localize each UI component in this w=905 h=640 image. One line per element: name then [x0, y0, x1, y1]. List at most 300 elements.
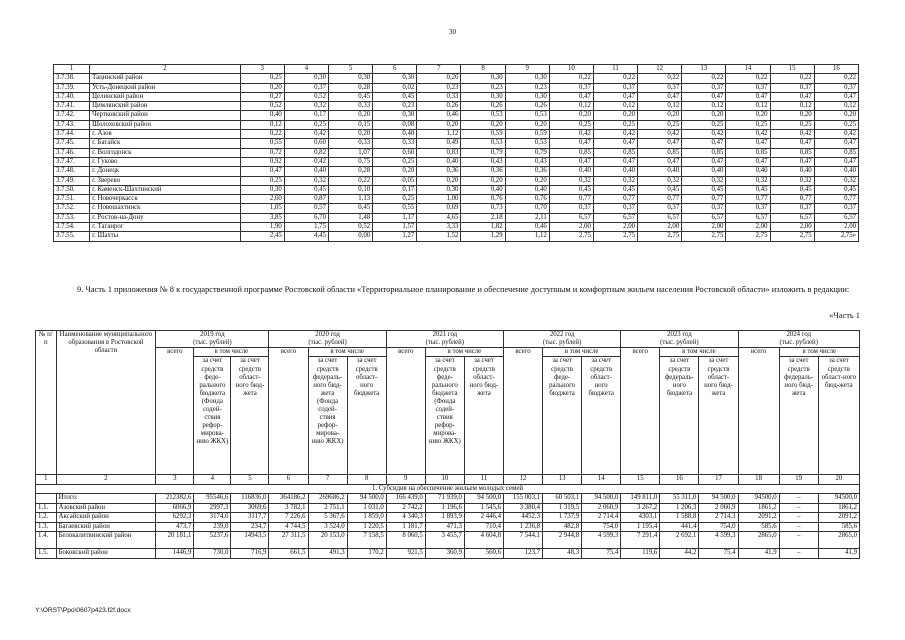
- table-cell: 1 859,0: [347, 513, 386, 523]
- table-cell: –: [779, 522, 818, 532]
- header-row: [54, 65, 859, 74]
- table-cell: 0,30: [328, 74, 372, 83]
- table-cell: 0,42: [682, 130, 726, 139]
- table-cell: 0,77: [682, 195, 726, 204]
- column-number: 6: [269, 475, 308, 484]
- table-cell: 0,47: [593, 139, 637, 148]
- column-number: 16: [660, 475, 699, 484]
- table-cell: 0,25: [373, 157, 417, 166]
- table-cell: 0,37: [770, 83, 814, 92]
- table-cell: 0,37: [593, 204, 637, 213]
- table-cell: 3.7.43.: [54, 120, 90, 129]
- table-cell: 0,20: [726, 111, 770, 120]
- table-cell: 1 737,9: [543, 513, 582, 523]
- table-cell: 0,15: [328, 120, 372, 129]
- table-cell: 0,47: [814, 139, 858, 148]
- table-cell: 0,36: [461, 167, 505, 176]
- row-label: г. Гуково: [90, 157, 241, 166]
- table-cell: 0,22: [770, 74, 814, 83]
- table-cell: –: [779, 549, 818, 559]
- table-cell: –: [779, 494, 818, 504]
- row-label: Багаевский район: [56, 522, 156, 532]
- amendment-paragraph: 9. Часть 1 приложения № 8 к государственной программе Ростовской области «Территориальное планирование и обеспечение доступным и комфортным жильем населения Ростовской области» изложить в редакции:: [77, 285, 850, 294]
- table-cell: 364186,2: [269, 494, 308, 504]
- table-cell: 661,5: [269, 549, 308, 559]
- federal-header: за счет средств федераль-ного бюджета: [660, 357, 699, 475]
- table-cell: 0,42: [284, 130, 328, 139]
- table-cell: 0,73: [461, 204, 505, 213]
- table-cell: 716,9: [231, 549, 269, 559]
- table-row: [54, 130, 859, 139]
- table-cell: 0,25: [284, 120, 328, 129]
- table-cell: 3.7.48.: [54, 167, 90, 176]
- table-row: [54, 120, 859, 129]
- table-cell: 6,57: [682, 213, 726, 222]
- table-cell: 1.5.: [36, 549, 57, 559]
- table-cell: 0,85: [814, 148, 858, 157]
- table-cell: 0,45: [726, 185, 770, 194]
- row-label: г. Новошахтинск: [90, 204, 241, 213]
- table-cell: 1,27: [373, 232, 417, 241]
- table-cell: 0,87: [284, 195, 328, 204]
- table-cell: 0,37: [549, 204, 593, 213]
- table-cell: 3: [240, 65, 284, 74]
- table-cell: 119,6: [621, 549, 660, 559]
- table-cell: 1 196,6: [425, 503, 464, 513]
- table-cell: 360,9: [425, 549, 464, 559]
- table-cell: 0,47: [682, 157, 726, 166]
- table-cell: 6,57: [593, 213, 637, 222]
- table-cell: 0,00: [328, 232, 372, 241]
- table-cell: 0,77: [726, 195, 770, 204]
- table-cell: 1 893,9: [425, 513, 464, 523]
- column-number: 2: [56, 475, 156, 484]
- table-cell: 3174,6: [194, 513, 231, 523]
- table-cell: 2,45: [240, 232, 284, 241]
- table-cell: 0,47: [593, 92, 637, 101]
- regional-header: за счет средств област-ного бюд-жета: [699, 357, 738, 475]
- table-cell: 3.7.49.: [54, 176, 90, 185]
- table-cell: 0,40: [284, 167, 328, 176]
- table-cell: 0,72: [240, 148, 284, 157]
- table-cell: 1446,9: [156, 549, 194, 559]
- total-header: всего: [386, 348, 425, 475]
- table-cell: 0,32: [726, 176, 770, 185]
- table-cell: 0,26: [505, 102, 549, 111]
- table-cell: 6292,3: [156, 513, 194, 523]
- table-cell: 0,20: [328, 130, 372, 139]
- table-cell: 0,40: [549, 167, 593, 176]
- section-title: 1. Субсидия на обеспечение жильем молодых семей: [36, 484, 860, 493]
- table-cell: 0,85: [638, 148, 682, 157]
- table-cell: 55 311,0: [660, 494, 699, 504]
- table-cell: 155 003,1: [503, 494, 542, 504]
- table-cell: 1 220,5: [347, 522, 386, 532]
- federal-header: за счет средств федераль-ного бюд-жета: [779, 357, 818, 475]
- table-cell: 0,20: [638, 111, 682, 120]
- table-cell: 94500,0: [818, 494, 859, 504]
- table-cell: 0,20: [682, 111, 726, 120]
- table-cell: 48,3: [543, 549, 582, 559]
- table-cell: 2 714,4: [582, 513, 621, 523]
- table-cell: 0,40: [726, 167, 770, 176]
- table-cell: 1 195,4: [621, 522, 660, 532]
- table-cell: 0,47: [814, 157, 858, 166]
- table-cell: 20 153,0: [308, 532, 347, 549]
- table-cell: 0,10: [328, 185, 372, 194]
- row-label: г. Шахты: [90, 232, 241, 241]
- year-header: 2024 год (тыс. рублей): [738, 331, 859, 348]
- table-cell: 0,47: [240, 167, 284, 176]
- table-cell: 0,22: [240, 130, 284, 139]
- table-cell: 0,20: [240, 83, 284, 92]
- table-cell: 1 031,0: [347, 503, 386, 513]
- table-cell: 1 588,8: [660, 513, 699, 523]
- table-cell: 71 939,0: [425, 494, 464, 504]
- table-cell: 0,32: [284, 102, 328, 111]
- table-cell: 123,7: [503, 549, 542, 559]
- table-cell: 2091,2: [738, 513, 779, 523]
- table-cell: 0,30: [461, 74, 505, 83]
- table-cell: 0,37: [549, 83, 593, 92]
- table-cell: 0,85: [770, 148, 814, 157]
- table-cell: 8 060,5: [386, 532, 425, 549]
- table-cell: 0,30: [373, 111, 417, 120]
- column-number: 1: [36, 475, 57, 484]
- column-number: 15: [621, 475, 660, 484]
- subsidy-table: [35, 330, 860, 559]
- table-cell: 0,45: [284, 185, 328, 194]
- table-cell: 0,47: [638, 92, 682, 101]
- table-cell: 0,47: [638, 139, 682, 148]
- table-cell: 0,76: [505, 195, 549, 204]
- total-header: всего: [621, 348, 660, 475]
- table-cell: 0,46: [505, 223, 549, 232]
- table-cell: 0,33: [373, 139, 417, 148]
- table-cell: 4,65: [417, 213, 461, 222]
- year-header: 2019 год (тыс. рублей): [156, 331, 269, 348]
- row-label: г. Ростов-на-Дону: [90, 213, 241, 222]
- column-number: 19: [779, 475, 818, 484]
- table-cell: 0,85: [726, 148, 770, 157]
- table-cell: 2,11: [505, 213, 549, 222]
- table-cell: 7 158,5: [347, 532, 386, 549]
- table-cell: 0,30: [240, 185, 284, 194]
- column-number: 9: [386, 475, 425, 484]
- row-label: Боковский район: [56, 549, 156, 559]
- table-cell: 3.7.47.: [54, 157, 90, 166]
- table-cell: 0,25: [240, 74, 284, 83]
- table-cell: 1,05: [240, 204, 284, 213]
- table-cell: 75,4: [699, 549, 738, 559]
- table-cell: 2,00: [549, 223, 593, 232]
- table-cell: 8: [461, 65, 505, 74]
- table-cell: 0,12: [682, 102, 726, 111]
- table-cell: 0,77: [814, 195, 858, 204]
- table-cell: 0,22: [328, 176, 372, 185]
- table-cell: 44,2: [660, 549, 699, 559]
- table-cell: 0,45: [638, 185, 682, 194]
- table-cell: 2865,0: [818, 532, 859, 549]
- table-cell: 0,40: [814, 167, 858, 176]
- table-cell: 0,23: [417, 83, 461, 92]
- table-cell: 4 744,5: [269, 522, 308, 532]
- table-cell: 3069,6: [231, 503, 269, 513]
- table-cell: 0,32: [549, 176, 593, 185]
- table-cell: 2 060,9: [699, 503, 738, 513]
- table-cell: 0,83: [417, 148, 461, 157]
- table-cell: 3.7.45.: [54, 139, 90, 148]
- table-cell: 0,40: [417, 157, 461, 166]
- table-cell: 0,33: [417, 92, 461, 101]
- table-cell: 3.7.53.: [54, 213, 90, 222]
- table-cell: 754,0: [582, 522, 621, 532]
- year-header: 2020 год (тыс. рублей): [269, 331, 386, 348]
- table-cell: 0,37: [682, 83, 726, 92]
- table-cell: 0,40: [593, 167, 637, 176]
- table-cell: 560,6: [464, 549, 503, 559]
- column-number: 8: [347, 475, 386, 484]
- section-row: [36, 484, 860, 493]
- table-cell: 41,9: [738, 549, 779, 559]
- table-cell: 0,20: [417, 176, 461, 185]
- incl-header: в том числе: [194, 348, 269, 357]
- table-cell: 1,90: [240, 223, 284, 232]
- table-cell: 2,75: [726, 232, 770, 241]
- table-cell: 0,30: [417, 185, 461, 194]
- table-cell: 27 311,5: [269, 532, 308, 549]
- table-cell: 3.7.40.: [54, 92, 90, 101]
- table-cell: 0,37: [770, 204, 814, 213]
- table-cell: 5 367,6: [308, 513, 347, 523]
- table-cell: 3 267,2: [621, 503, 660, 513]
- row-label: г. Азов: [90, 130, 241, 139]
- table-cell: 0,25: [240, 176, 284, 185]
- column-number-row: [36, 475, 860, 484]
- row-label: Шолоховский район: [90, 120, 241, 129]
- table-cell: 0,57: [284, 204, 328, 213]
- row-label: Усть-Донецкий район: [90, 83, 241, 92]
- table-cell: 0,60: [373, 148, 417, 157]
- table-cell: 0,26: [461, 102, 505, 111]
- file-path-footer: Y:\ORST\Ppo\0607p423.f2f.docx: [35, 607, 131, 614]
- table-cell: 2 446,4: [464, 513, 503, 523]
- table-cell: 3 455,7: [425, 532, 464, 549]
- table-cell: 0,42: [770, 130, 814, 139]
- table-cell: 0,42: [814, 130, 858, 139]
- table-cell: 1,13: [328, 195, 372, 204]
- table-cell: 3,33: [417, 223, 461, 232]
- table-cell: 0,47: [726, 139, 770, 148]
- table-cell: 0,42: [726, 130, 770, 139]
- table-cell: 0,12: [549, 102, 593, 111]
- table-cell: 0,28: [328, 83, 372, 92]
- regional-header: за счет средств област-ного бюд-жета: [818, 357, 859, 475]
- table-cell: –: [779, 513, 818, 523]
- table-cell: 149 811,0: [621, 494, 660, 504]
- table-cell: 3.7.39.: [54, 83, 90, 92]
- column-number: 20: [818, 475, 859, 484]
- federal-header: за счет средств феде-рального бюджета (Фонда содей-ствия рефор-мирова-нию ЖКХ): [194, 357, 231, 475]
- row-label: г. Волгодонск: [90, 148, 241, 157]
- table-cell: 14: [726, 65, 770, 74]
- table-cell: 0,12: [593, 102, 637, 111]
- table-row: [36, 494, 860, 504]
- table-row: [36, 513, 860, 523]
- table-cell: 482,8: [543, 522, 582, 532]
- table-cell: 0,12: [240, 120, 284, 129]
- table-cell: 0,45: [682, 185, 726, 194]
- table-cell: 1,00: [417, 195, 461, 204]
- table-cell: 0,20: [373, 167, 417, 176]
- table-cell: 2,00: [770, 223, 814, 232]
- table-cell: 0,37: [284, 83, 328, 92]
- table-cell: 0,79: [505, 148, 549, 157]
- table-cell: 0,47: [726, 157, 770, 166]
- table-cell: 0,47: [549, 157, 593, 166]
- table-cell: 0,75: [328, 157, 372, 166]
- table-row: [54, 148, 859, 157]
- table-cell: 0,92: [240, 157, 284, 166]
- table-cell: 4452,3: [503, 513, 542, 523]
- table-cell: 491,3: [308, 549, 347, 559]
- table-row: [54, 223, 859, 232]
- table-cell: 0,45: [593, 185, 637, 194]
- table-row: [54, 83, 859, 92]
- table-cell: 6: [373, 65, 417, 74]
- table-cell: 0,37: [682, 204, 726, 213]
- indicator-table: [53, 64, 859, 242]
- table-cell: 1,12: [505, 232, 549, 241]
- table-cell: 2,00: [682, 223, 726, 232]
- table-cell: –: [779, 532, 818, 549]
- table-cell: 4303,1: [621, 513, 660, 523]
- table-cell: 0,32: [682, 176, 726, 185]
- regional-header: за счет средств област-ного бюд-жета: [231, 357, 269, 475]
- table-cell: 16: [814, 65, 858, 74]
- row-label: г. Таганрог: [90, 223, 241, 232]
- column-number: 18: [738, 475, 779, 484]
- incl-header: в том числе: [779, 348, 859, 357]
- table-cell: 0,42: [593, 130, 637, 139]
- table-cell: 4: [284, 65, 328, 74]
- table-cell: 2,75»: [814, 232, 858, 241]
- table-cell: 0,77: [549, 195, 593, 204]
- row-label: Азовский район: [56, 503, 156, 513]
- table-cell: 6,57: [770, 213, 814, 222]
- table-cell: 234,7: [231, 522, 269, 532]
- table-cell: 0,25: [770, 120, 814, 129]
- column-number: 14: [582, 475, 621, 484]
- table-cell: 0,22: [814, 74, 858, 83]
- regional-header: за счет средств област-ного бюджета: [582, 357, 621, 475]
- table-cell: 0,47: [682, 139, 726, 148]
- table-cell: 10: [549, 65, 593, 74]
- table-cell: 0,55: [240, 139, 284, 148]
- table-cell: 754,0: [699, 522, 738, 532]
- table-cell: 5: [328, 65, 372, 74]
- table-cell: 6,57: [549, 213, 593, 222]
- table-cell: 0,12: [814, 102, 858, 111]
- table-cell: 13: [682, 65, 726, 74]
- table-cell: 94 500,0: [347, 494, 386, 504]
- table-cell: 0,45: [373, 92, 417, 101]
- table-cell: 0,40: [770, 167, 814, 176]
- table-cell: 0,20: [593, 111, 637, 120]
- table-cell: 0,30: [505, 74, 549, 83]
- table-cell: 2997,3: [194, 503, 231, 513]
- table-row: [36, 522, 860, 532]
- table-cell: 0,37: [638, 83, 682, 92]
- table-cell: 0,52: [240, 102, 284, 111]
- table-cell: 1: [54, 65, 90, 74]
- table-row: [54, 74, 859, 83]
- col-header-name: Наименование муниципального образования в Ростовской области: [56, 331, 156, 475]
- table-cell: 0,45: [814, 185, 858, 194]
- table-cell: 0,53: [505, 111, 549, 120]
- table-cell: 2,00: [593, 223, 637, 232]
- table-cell: 1,29: [461, 232, 505, 241]
- table-cell: 75,4: [582, 549, 621, 559]
- table-cell: 0,32: [770, 176, 814, 185]
- table-cell: 2,60: [240, 195, 284, 204]
- table-cell: 0,49: [417, 139, 461, 148]
- table-cell: 2,75: [593, 232, 637, 241]
- table-cell: 0,23: [373, 102, 417, 111]
- table-cell: 4,45: [284, 232, 328, 241]
- table-cell: 0,40: [505, 185, 549, 194]
- table-cell: 94 500,0: [699, 494, 738, 504]
- table-cell: 0,30: [284, 74, 328, 83]
- table-cell: 94 500,0: [582, 494, 621, 504]
- table-cell: 6066,9: [156, 503, 194, 513]
- table-cell: 0,36: [505, 167, 549, 176]
- table-cell: 2 742,2: [386, 503, 425, 513]
- table-cell: 3.7.55.: [54, 232, 90, 241]
- table-row: [36, 503, 860, 513]
- table-cell: 0,23: [461, 83, 505, 92]
- table-cell: 0,20: [461, 176, 505, 185]
- column-number: 3: [156, 475, 194, 484]
- table-cell: 0,45: [770, 185, 814, 194]
- table-cell: 12: [638, 65, 682, 74]
- table-cell: 0,20: [814, 111, 858, 120]
- table-cell: 4 599,3: [582, 532, 621, 549]
- regional-header: за счет средств област-ного бюд-жета: [464, 357, 503, 475]
- federal-header: за счет средств федераль-ного бюд-жета (Фонда содей-ствия рефор-мирова-нию ЖКХ): [308, 357, 347, 475]
- row-label: Целинский район: [90, 92, 241, 101]
- table-cell: 269686,2: [308, 494, 347, 504]
- table-cell: 0,47: [593, 157, 637, 166]
- incl-header: в том числе: [425, 348, 503, 357]
- table-cell: 0,30: [373, 74, 417, 83]
- table-cell: 0,05: [373, 176, 417, 185]
- table-cell: 0,37: [814, 83, 858, 92]
- table-cell: 0,22: [549, 74, 593, 83]
- table-cell: 0,37: [726, 83, 770, 92]
- part-label: «Часть 1: [829, 311, 860, 320]
- table-cell: 1.1.: [36, 503, 57, 513]
- table-cell: 20 181,1: [156, 532, 194, 549]
- table-cell: 0,22: [726, 74, 770, 83]
- table-cell: 3.7.44.: [54, 130, 90, 139]
- table-cell: 3 524,0: [308, 522, 347, 532]
- table-cell: 1 181,7: [386, 522, 425, 532]
- table-cell: 1861,2: [738, 503, 779, 513]
- table-cell: 0,37: [593, 83, 637, 92]
- table-cell: 0,59: [505, 130, 549, 139]
- table-cell: 2 714,3: [699, 513, 738, 523]
